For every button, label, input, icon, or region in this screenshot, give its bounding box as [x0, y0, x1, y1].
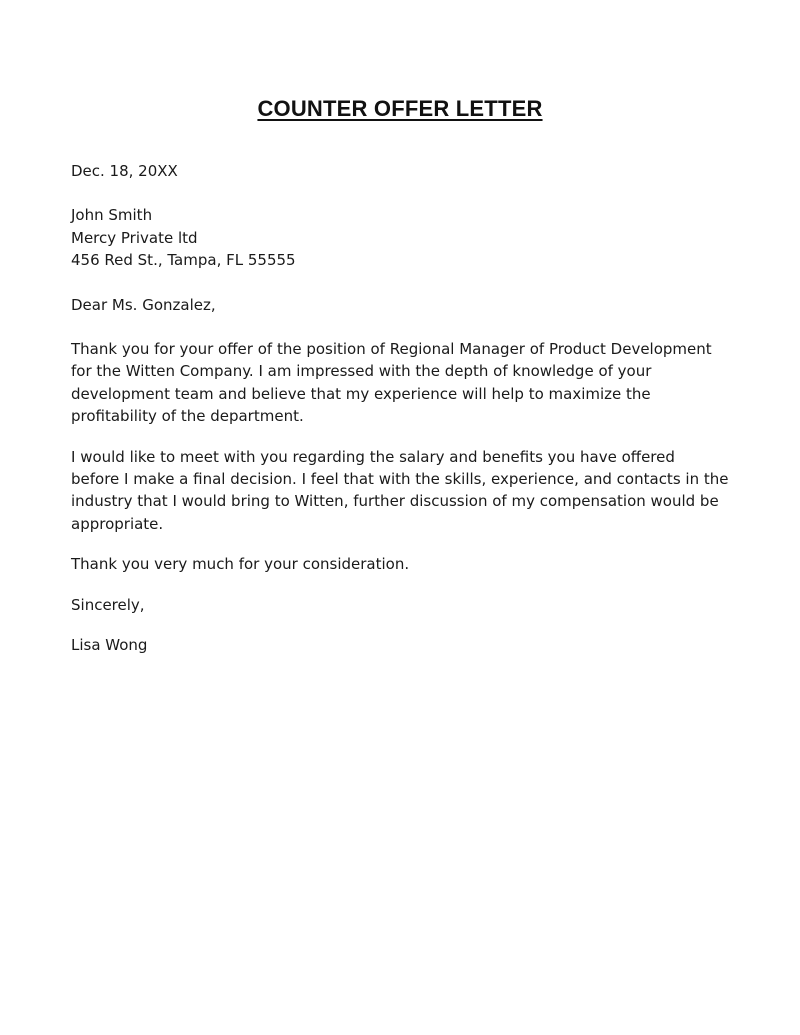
paragraph-consideration — [71, 553, 741, 575]
recipient-block — [71, 204, 741, 271]
signature-name: Lisa Wong — [71, 636, 148, 655]
recipient-company: Mercy Private ltd — [71, 228, 198, 247]
paragraph-line: I would like to meet with you regarding the salary and benefits you have offered — [71, 447, 675, 466]
letter-body — [71, 160, 741, 657]
signature — [71, 634, 741, 656]
date-text: Dec. 18, 20XX — [71, 162, 178, 180]
recipient-address: 456 Red St., Tampa, FL 55555 — [71, 251, 296, 270]
closing — [71, 594, 741, 616]
salutation — [71, 294, 741, 316]
letter-date — [71, 160, 741, 182]
paragraph-line: appropriate. — [71, 514, 164, 533]
paragraph-line: profitability of the department. — [71, 407, 304, 426]
paragraph-line: before I make a final decision. I feel that with the skills, experience, and contacts in the — [71, 470, 729, 489]
paragraph-line: Thank you for your offer of the position of Regional Manager of Product Development — [71, 340, 712, 359]
closing-text: Sincerely, — [71, 595, 145, 614]
paragraph-meeting-request — [71, 446, 741, 536]
salutation-text: Dear Ms. Gonzalez, — [71, 295, 216, 314]
paragraph-line: industry that I would bring to Witten, further discussion of my compensation would be — [71, 492, 719, 511]
paragraph-line: Thank you very much for your consideration. — [71, 555, 410, 574]
paragraph-line: for the Witten Company. I am impressed with the depth of knowledge of your — [71, 362, 652, 381]
paragraph-line: development team and believe that my experience will help to maximize the — [71, 384, 651, 403]
paragraph-offer-thanks — [71, 338, 741, 428]
recipient-name: John Smith — [71, 206, 153, 225]
letter-title: COUNTER OFFER LETTER — [257, 96, 543, 121]
